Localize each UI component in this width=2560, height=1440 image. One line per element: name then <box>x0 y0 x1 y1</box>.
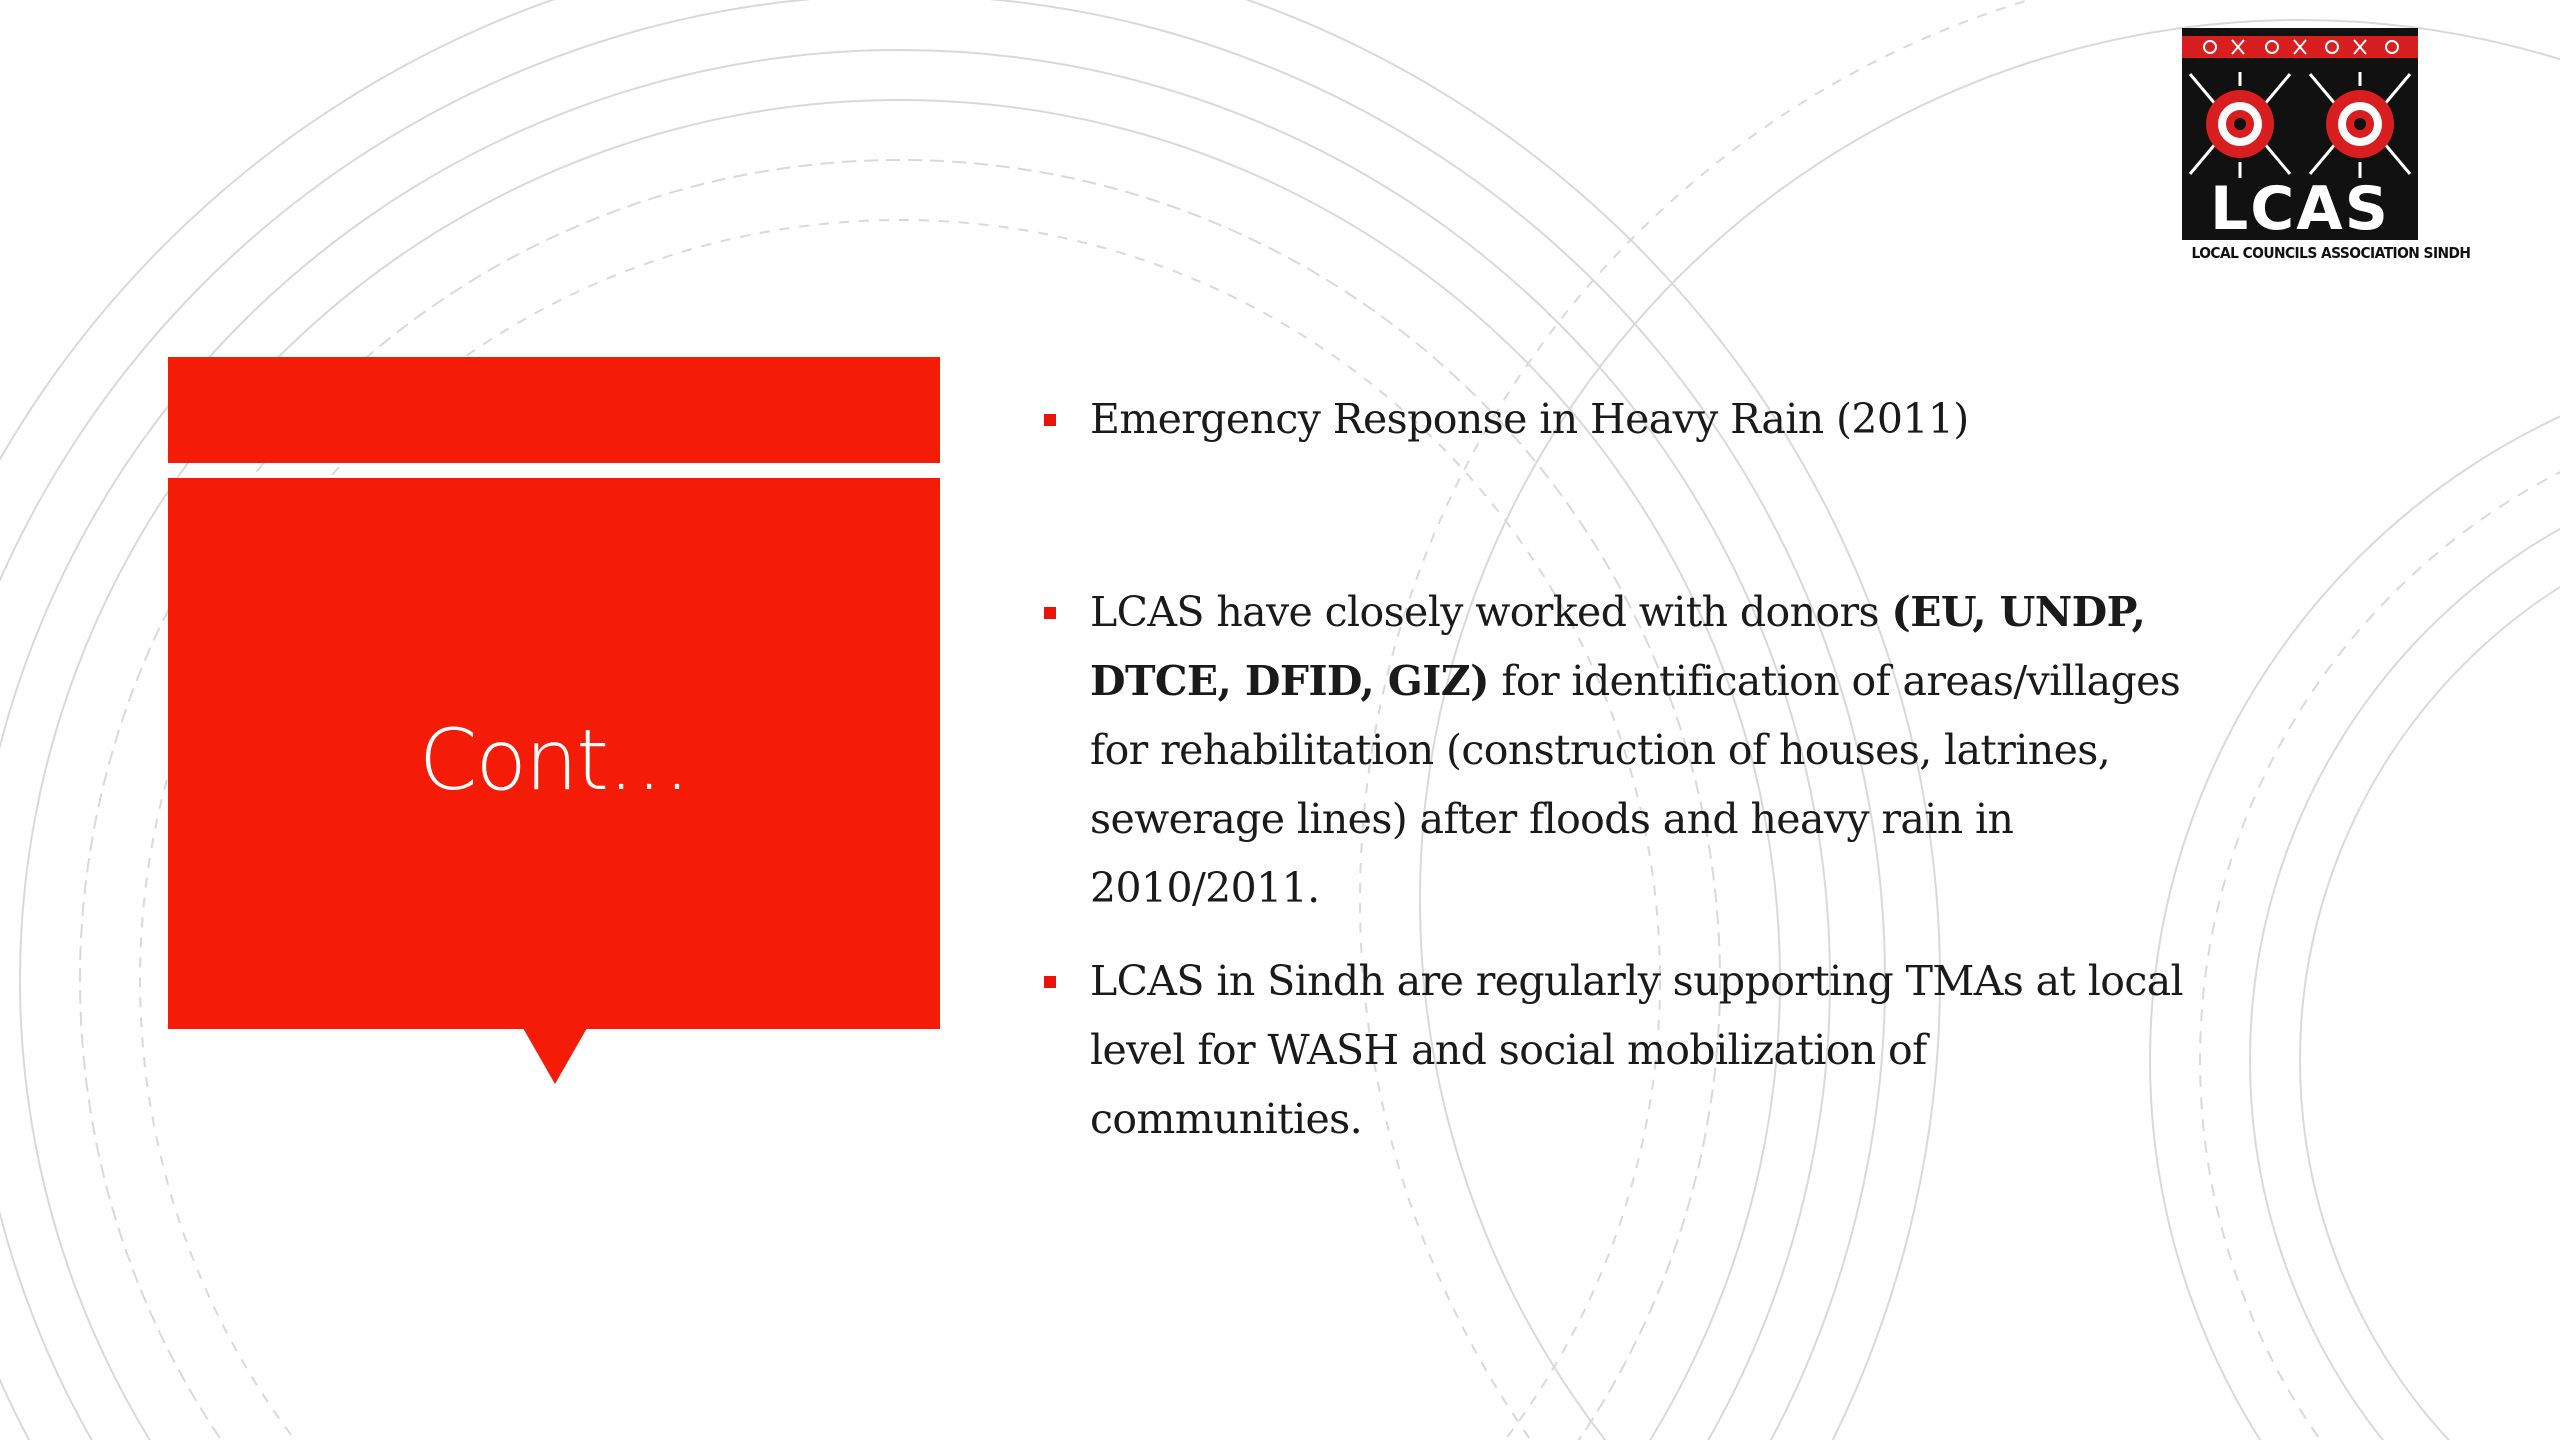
slide-title: Cont… <box>418 710 690 809</box>
bullet-donors-emphasis: (EU, UNDP, DTCE, DFID, GIZ) <box>1090 588 2146 705</box>
bullet-marker <box>1044 414 1056 426</box>
bullet-item <box>1044 578 2194 923</box>
title-box-pointer <box>523 1028 587 1084</box>
bullet-text: LCAS have closely worked with donors <box>1090 588 1892 636</box>
bullet-list <box>1044 385 2194 1154</box>
bullet-text: LCAS in Sindh are regularly supporting TMAs at local level for WASH and social mobilization of communities. <box>1090 957 2184 1143</box>
bullet-item <box>1044 385 2194 454</box>
logo-band-ornament <box>2182 36 2418 58</box>
title-accent-bar <box>168 357 940 463</box>
bullet-text: Emergency Response in Heavy Rain (2011) <box>1090 395 1969 443</box>
title-box <box>168 478 940 1029</box>
logo-caption: LOCAL COUNCILS ASSOCIATION SINDH <box>2191 244 2471 262</box>
bullet-text: for identification of areas/villages for rehabilitation (construction of houses, latrines, sewerage lines) after floods and heavy rain in 2010/2011. <box>1090 657 2181 912</box>
bullet-marker <box>1044 607 1056 619</box>
bullet-item <box>1044 947 2194 1154</box>
logo-flower-motif <box>2182 66 2418 184</box>
bullet-marker <box>1044 976 1056 988</box>
logo-wordmark: LCAS <box>2182 178 2418 240</box>
lcas-logo <box>2182 28 2471 268</box>
